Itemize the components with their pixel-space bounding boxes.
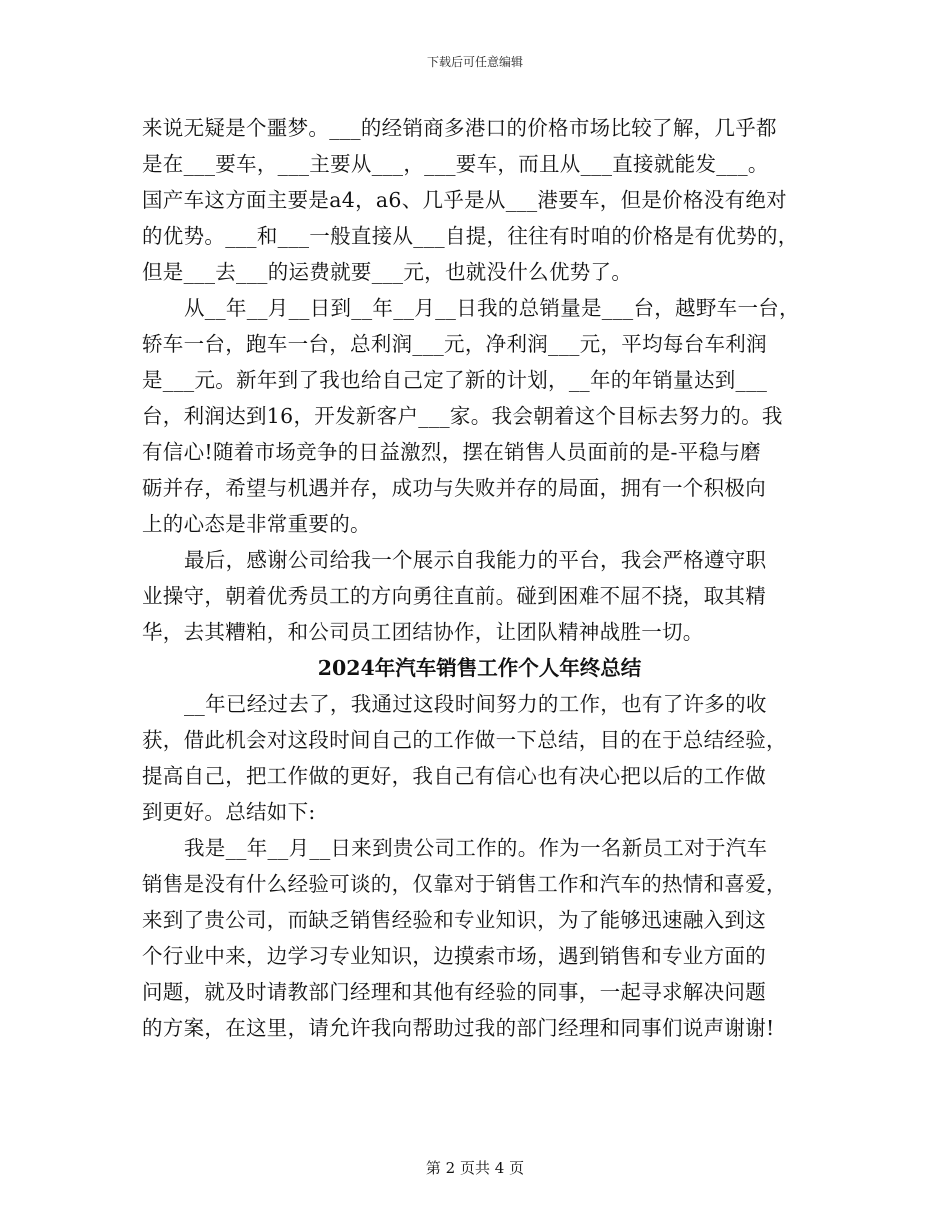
text-line: 但是___去___的运费就要___元，也就没什么优势了。 bbox=[142, 260, 633, 284]
paragraph-start: 我是__年__月__日来到贵公司工作的。作为一名新员工对于汽车 bbox=[184, 836, 768, 860]
text-line: 国产车这方面主要是a4，a6、几乎是从___港要车，但是价格没有绝对 bbox=[142, 188, 787, 212]
text-line: 上的心态是非常重要的。 bbox=[142, 512, 371, 536]
text-line: 到更好。总结如下: bbox=[142, 800, 316, 824]
text-line: 个行业中来，边学习专业知识，边摸索市场，遇到销售和专业方面的 bbox=[142, 944, 766, 968]
text-line: 问题，就及时请教部门经理和其他有经验的同事，一起寻求解决问题 bbox=[142, 980, 766, 1004]
text-line: 有信心!随着市场竞争的日益激烈，摆在销售人员面前的是-平稳与磨 bbox=[142, 440, 761, 464]
text-line: 是在___要车，___主要从___，___要车，而且从___直接就能发___。 bbox=[142, 152, 769, 176]
text-line: 台，利润达到16，开发新客户___家。我会朝着这个目标去努力的。我 bbox=[142, 404, 783, 428]
text-line: 的方案，在这里，请允许我向帮助过我的部门经理和同事们说声谢谢! bbox=[142, 1016, 775, 1040]
text-line: 华，去其糟粕，和公司员工团结协作，让团队精神战胜一切。 bbox=[142, 620, 704, 644]
text-line: 砺并存，希望与机遇并存，成功与失败并存的局面，拥有一个积极向 bbox=[142, 476, 766, 500]
section-title: 2024年汽车销售工作个人年终总结 bbox=[317, 656, 642, 680]
page-footer: 第 2 页共 4 页 bbox=[425, 1159, 525, 1177]
text-line: 业操守，朝着优秀员工的方向勇往直前。碰到困难不屈不挠，取其精 bbox=[142, 584, 766, 608]
text-line: 来到了贵公司，而缺乏销售经验和专业知识，为了能够迅速融入到这 bbox=[142, 908, 766, 932]
text-line: 轿车一台，跑车一台，总利润___元，净利润___元，平均每台车利润 bbox=[142, 332, 767, 356]
document-body bbox=[142, 110, 817, 1046]
text-line: 来说无疑是个噩梦。___的经销商多港口的价格市场比较了解，几乎都 bbox=[142, 116, 777, 140]
text-line: 是___元。新年到了我也给自己定了新的计划，__年的年销量达到___ bbox=[142, 368, 768, 392]
paragraph-start: __年已经过去了，我通过这段时间努力的工作，也有了许多的收 bbox=[184, 692, 767, 716]
page-header: 下载后可任意编辑 bbox=[426, 55, 523, 69]
text-line: 的优势。___和___一般直接从___自提，往往有时咱的价格是有优势的， bbox=[142, 224, 799, 248]
text-line: 获，借此机会对这段时间自己的工作做一下总结，目的在于总结经验， bbox=[142, 728, 787, 752]
text-line: 提高自己，把工作做的更好，我自己有信心也有决心把以后的工作做 bbox=[142, 764, 766, 788]
paragraph-start: 最后，感谢公司给我一个展示自我能力的平台，我会严格遵守职 bbox=[184, 548, 767, 572]
paragraph-start: 从__年__月__日到__年__月__日我的总销量是___台，越野车一台， bbox=[184, 296, 800, 320]
text-line: 销售是没有什么经验可谈的，仅靠对于销售工作和汽车的热情和喜爱， bbox=[142, 872, 787, 896]
